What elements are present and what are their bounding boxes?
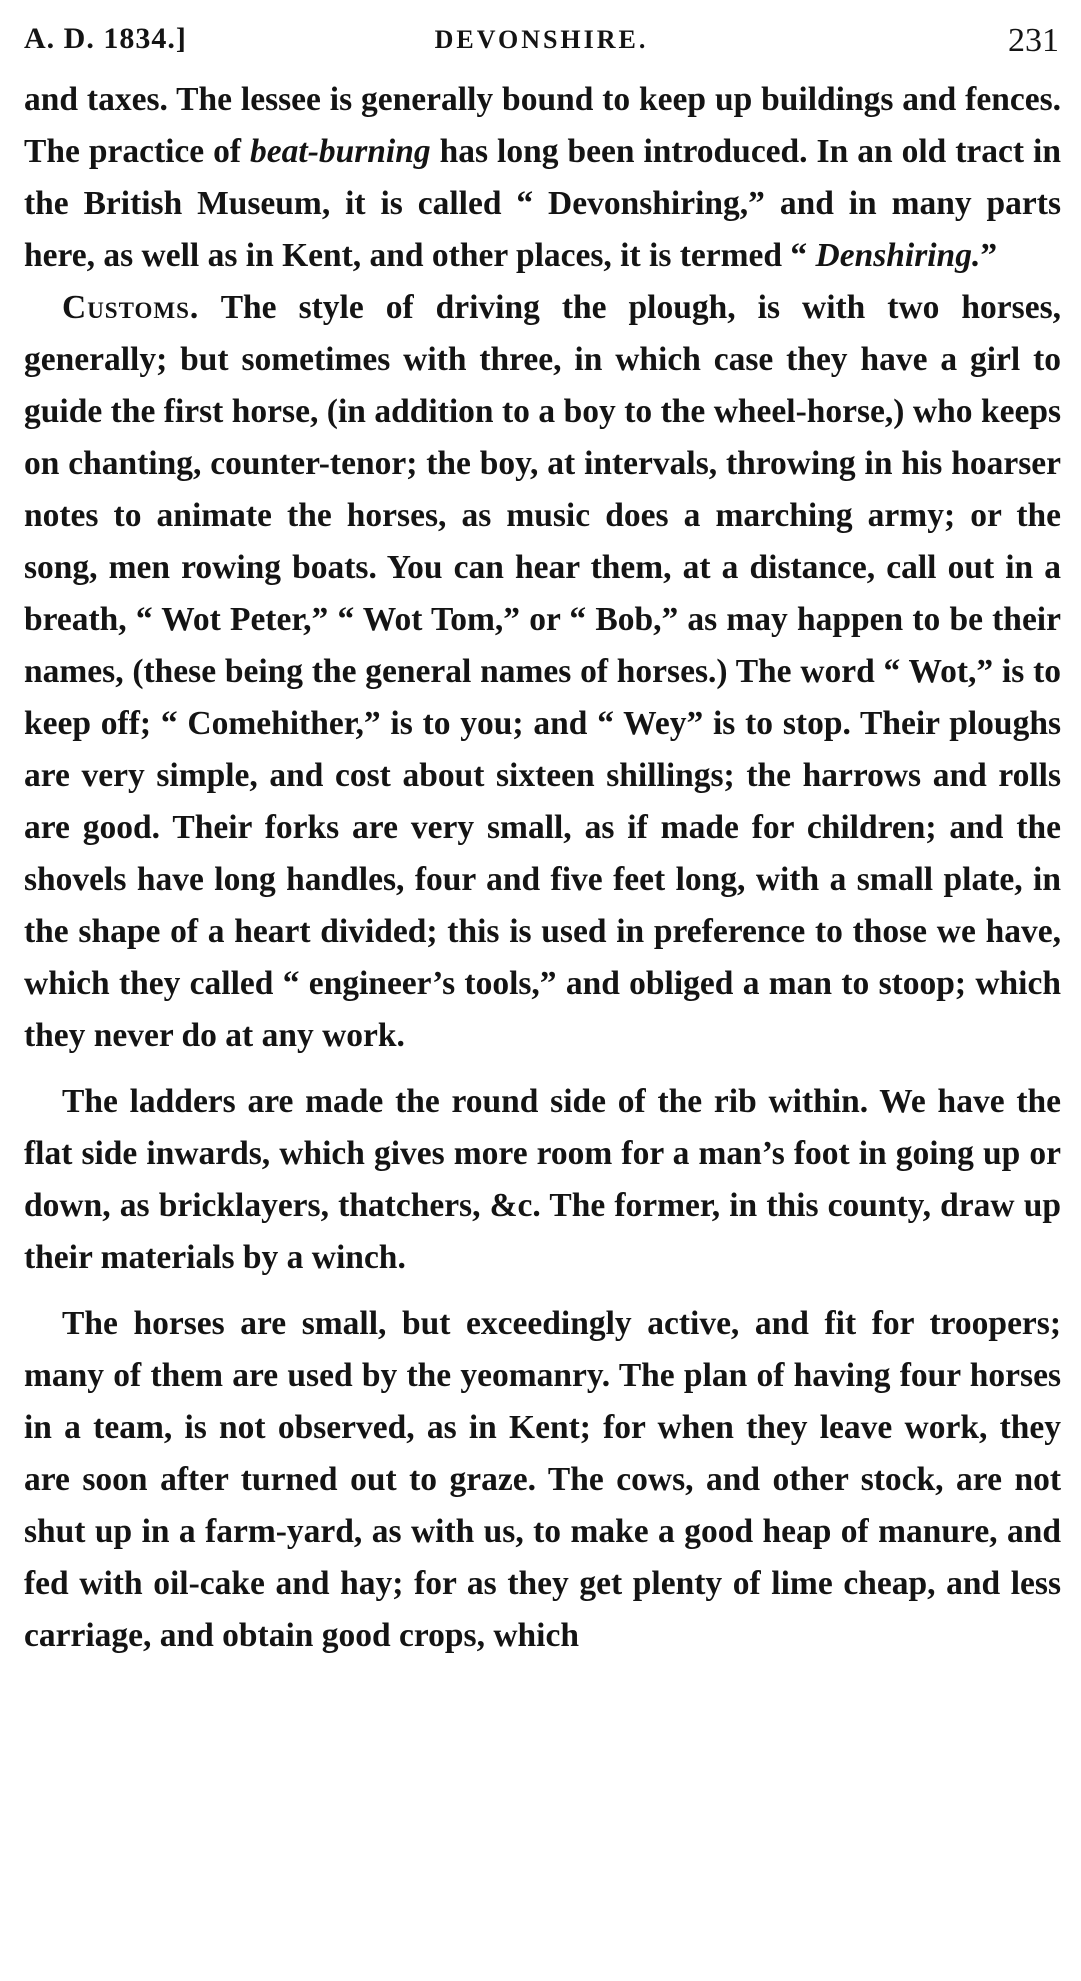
text-segment: The ladders are made the round side of the rib within. We have the flat side inwards, which gives more room for a man’s foot in going up or down, as bricklayers, thatchers, &c. The former, in this county, draw up their materials by a winch. — [24, 1083, 1061, 1276]
text-segment: ” — [980, 237, 998, 274]
header-date: A. D. 1834.] — [24, 22, 187, 55]
text-segment: has long been introduced. In an old tract in the British Museum, it is called “ Devonshiring,” and in many parts here, as well as in Kent, and other places, it is termed “ — [24, 133, 1061, 274]
section-heading: Customs. — [62, 289, 200, 326]
paragraph-1 — [24, 74, 1061, 282]
italic-term: Denshiring. — [815, 237, 981, 274]
italic-term: beat-burning — [250, 133, 431, 170]
running-header — [24, 22, 1059, 68]
paragraph-3 — [24, 1076, 1061, 1284]
paragraph-4 — [24, 1298, 1061, 1662]
text-segment: The horses are small, but exceedingly active, and fit for troopers; many of them are used by the yeomanry. The plan of having four horses in a team, is not observed, as in Kent; for when they leave work, they are soon after turned out to graze. The cows, and other stock, are not shut up in a farm-yard, as with us, to make a good heap of manure, and fed with oil-cake and hay; for as they get plenty of lime cheap, and less carriage, and obtain good crops, which — [24, 1305, 1061, 1654]
header-title: DEVONSHIRE. — [434, 25, 649, 54]
body-text — [24, 74, 1061, 1662]
text-segment: and taxes. The lessee is generally bound to keep up buildings and fences. The practice of — [24, 81, 1061, 170]
page-number: 231 — [1008, 22, 1059, 59]
paragraph-2 — [24, 282, 1061, 1062]
text-segment: The style of driving the plough, is with two horses, generally; but sometimes with three, in which case they have a girl to guide the first horse, (in addition to a boy to the wheel-horse,) who keeps on chanting, counter-tenor; the boy, at intervals, throwing in his hoarser notes to animate the horses, as music does a marching army; or the song, men rowing boats. You can hear them, at a distance, call out in a breath, “ Wot Peter,” “ Wot Tom,” or “ Bob,” as may happen to be their names, (these being the general names of horses.) The word “ Wot,” is to keep off; “ Comehither,” is to you; and “ Wey” is to stop. Their ploughs are very simple, and cost about sixteen shillings; the harrows and rolls are good. Their forks are very small, as if made for children; and the shovels have long handles, four and five feet long, with a small plate, in the shape of a heart divided; this is used in preference to those we have, which they called “ engineer’s tools,” and obliged a man to stoop; which they never do at any work. — [24, 289, 1061, 1054]
